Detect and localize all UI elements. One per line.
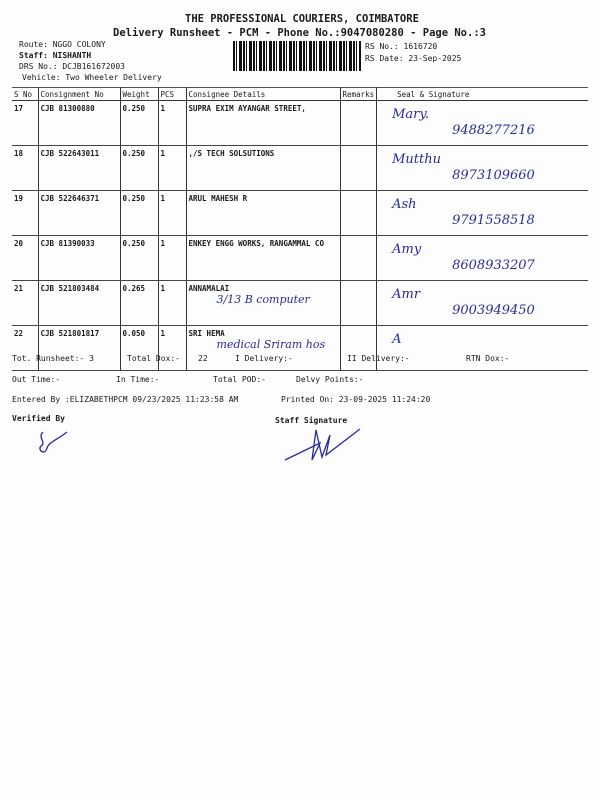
consignee-text: ,/S TECH SOLSUTIONS [188, 149, 275, 158]
cell-signature [377, 191, 588, 236]
cell-remarks [340, 191, 377, 236]
handwritten-signature: 9791558518 [452, 213, 535, 228]
handwritten-signature: A [392, 332, 402, 347]
handwritten-signature: 8608933207 [452, 258, 535, 273]
cn-text: CJB 81300880 [40, 104, 95, 113]
sno-text: 22 [14, 329, 24, 338]
pcs-text: 1 [160, 239, 166, 248]
cell-pcs [158, 326, 186, 371]
cell-signature [377, 101, 588, 146]
consignee-text: ANNAMALAI [188, 284, 230, 293]
cell-consignee [186, 101, 340, 146]
barcode [233, 41, 361, 71]
table-row [12, 326, 588, 371]
cell-signature [377, 236, 588, 281]
handwritten-signature: Mutthu [392, 152, 441, 167]
i-delivery: I Delivery:- [235, 354, 293, 363]
handwritten-signature: Ash [392, 197, 417, 212]
col-signature: Seal & Signature [377, 88, 588, 101]
consignee-text: SUPRA EXIM AYANGAR STREET, [188, 104, 306, 113]
pcs-text: 1 [160, 104, 166, 113]
entered-by: Entered By :ELIZABETHPCM 09/23/2025 11:23:58 AM [12, 395, 239, 404]
cell-remarks [340, 146, 377, 191]
delvy-points: Delvy Points:- [296, 375, 364, 384]
drs-no: DRS No.: DCJB161672003 [19, 62, 125, 71]
rs-date: RS Date: 23-Sep-2025 [365, 54, 462, 63]
total-dox: Total Dox:- [127, 354, 180, 363]
cell-pcs [158, 236, 186, 281]
weight-text: 0.250 [122, 194, 146, 203]
in-time: In Time:- [116, 375, 160, 384]
cell-signature [377, 281, 588, 326]
rtn-dox: RTN Dox:- [466, 354, 510, 363]
ii-delivery: II Delivery:- [347, 354, 410, 363]
handwritten-signature: 8973109660 [452, 168, 535, 183]
cell-cn [38, 101, 120, 146]
runsheet-title: Delivery Runsheet - PCM - Phone No.:9047080280 - Page No.:3 [113, 27, 486, 39]
weight-text: 0.050 [122, 329, 146, 338]
sno-text: 17 [14, 104, 24, 113]
handwritten-signature: Amr [392, 287, 421, 302]
col-consignee: Consignee Details [186, 88, 340, 101]
cell-pcs [158, 101, 186, 146]
handwritten-signature: 9003949450 [452, 303, 535, 318]
tot-runsheet: Tot. Runsheet:- 3 [12, 354, 94, 363]
weight-text: 0.265 [122, 284, 146, 293]
pcs-text: 1 [160, 194, 166, 203]
company-name: THE PROFESSIONAL COURIERS, COIMBATORE [185, 13, 419, 25]
table-row [12, 101, 588, 146]
weight-text: 0.250 [122, 104, 146, 113]
cell-pcs [158, 146, 186, 191]
verified-by: Verified By [12, 414, 65, 423]
verifier-signature [35, 428, 75, 460]
table-row [12, 146, 588, 191]
col-consignment: Consignment No [38, 88, 120, 101]
handwritten-note: medical Sriram hos [216, 338, 326, 351]
cell-sno [12, 191, 38, 236]
cell-consignee [186, 236, 340, 281]
table-row [12, 191, 588, 236]
weight-text: 0.250 [122, 149, 146, 158]
sno-text: 21 [14, 284, 24, 293]
cell-cn [38, 326, 120, 371]
cell-consignee [186, 281, 340, 326]
vehicle: Vehicle: Two Wheeler Delivery [22, 73, 162, 82]
cell-remarks [340, 101, 377, 146]
cell-consignee [186, 326, 340, 371]
cell-sno [12, 326, 38, 371]
staff-signature-label: Staff Signature [275, 416, 348, 425]
cell-cn [38, 146, 120, 191]
staff-signature [280, 425, 370, 465]
cn-text: CJB 522643011 [40, 149, 100, 158]
cn-text: CJB 81390033 [40, 239, 95, 248]
col-remarks: Remarks [340, 88, 377, 101]
consignee-text: SRI HEMA [188, 329, 225, 338]
col-pcs: PCS [158, 88, 186, 101]
cell-remarks [340, 236, 377, 281]
table-row [12, 281, 588, 326]
cell-signature [377, 326, 588, 371]
cn-text: CJB 521803484 [40, 284, 100, 293]
rs-no: RS No.: 1616720 [365, 42, 438, 51]
cell-weight [120, 281, 158, 326]
sno-text: 19 [14, 194, 24, 203]
consignee-text: ARUL MAHESH R [188, 194, 248, 203]
handwritten-note: 3/13 B computer [216, 293, 310, 306]
cn-text: CJB 522646371 [40, 194, 100, 203]
handwritten-signature: 9488277216 [452, 123, 535, 138]
handwritten-signature: Mary. [392, 107, 430, 122]
cell-cn [38, 236, 120, 281]
cell-weight [120, 326, 158, 371]
weight-text: 0.250 [122, 239, 146, 248]
cell-weight [120, 191, 158, 236]
pcs-text: 1 [160, 284, 166, 293]
runsheet-table [12, 87, 588, 371]
col-sno: S No [12, 88, 38, 101]
cell-weight [120, 101, 158, 146]
cell-cn [38, 281, 120, 326]
out-time: Out Time:- [12, 375, 61, 384]
sno-text: 20 [14, 239, 24, 248]
cell-pcs [158, 281, 186, 326]
consignee-text: ENKEY ENGG WORKS, RANGAMMAL CO [188, 239, 324, 248]
cell-sno [12, 146, 38, 191]
pcs-text: 1 [160, 329, 166, 338]
cell-sno [12, 101, 38, 146]
cell-consignee [186, 146, 340, 191]
cell-sno [12, 281, 38, 326]
cell-weight [120, 146, 158, 191]
cell-sno [12, 236, 38, 281]
printed-on: Printed On: 23-09-2025 11:24:20 [281, 395, 431, 404]
cell-consignee [186, 191, 340, 236]
cell-remarks [340, 281, 377, 326]
total-pod: Total POD:- [213, 375, 266, 384]
table-row [12, 236, 588, 281]
cell-weight [120, 236, 158, 281]
col-weight: Weight [120, 88, 158, 101]
route: Route: NGGO COLONY [19, 40, 106, 49]
cell-pcs [158, 191, 186, 236]
cn-text: CJB 521801817 [40, 329, 100, 338]
handwritten-signature: Amy [392, 242, 422, 257]
cell-signature [377, 146, 588, 191]
sno-text: 18 [14, 149, 24, 158]
total-dox-value: 22 [198, 354, 208, 363]
pcs-text: 1 [160, 149, 166, 158]
cell-cn [38, 191, 120, 236]
staff: Staff: NISHANTH [19, 51, 92, 60]
cell-remarks [340, 326, 377, 371]
